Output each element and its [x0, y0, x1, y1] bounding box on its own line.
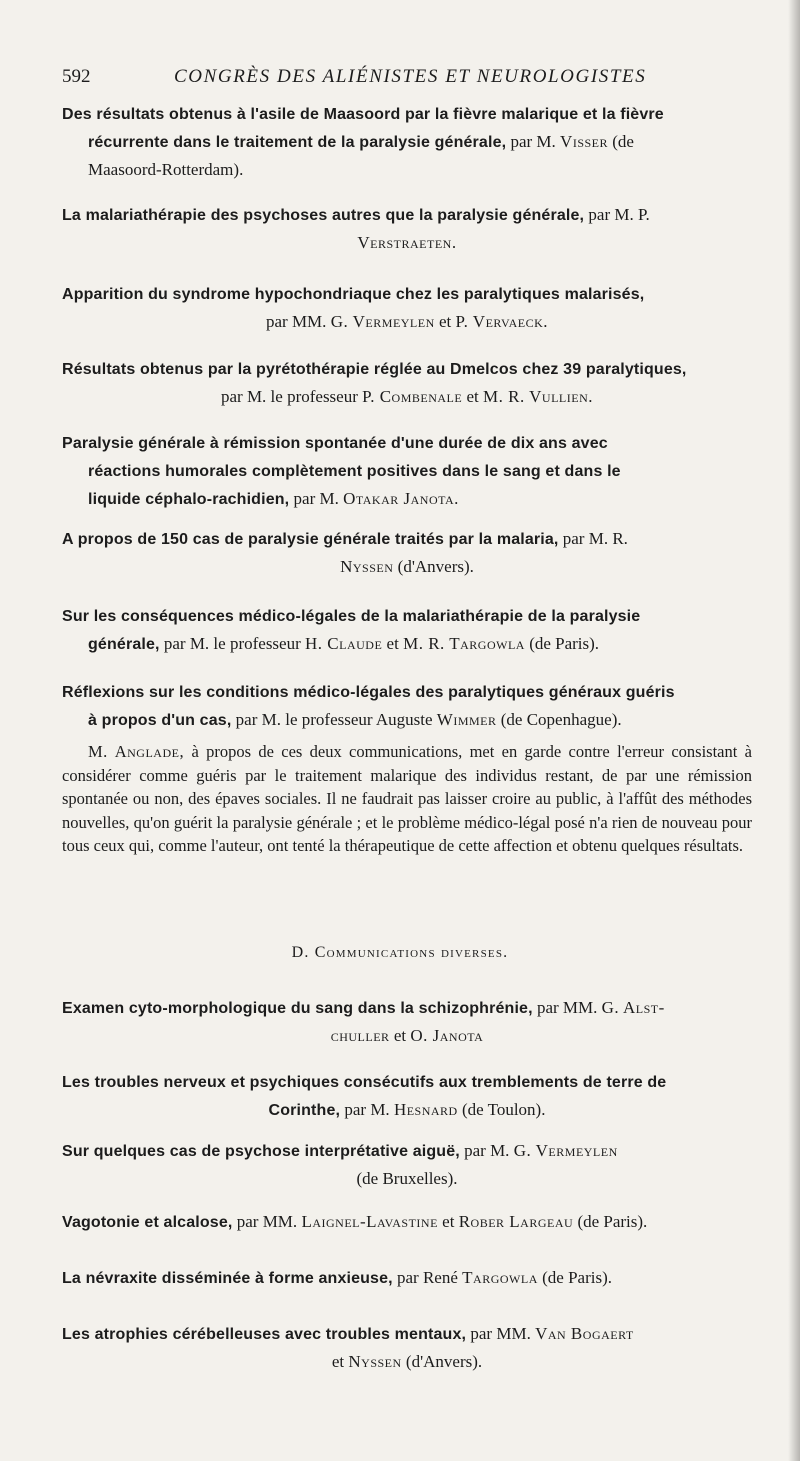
communication-byline: par René	[397, 1268, 458, 1287]
communication-conjunction: et	[331, 1352, 345, 1371]
entry-author: P. Vervaeck.	[455, 312, 548, 331]
entry-title: à propos d'un cas,	[88, 712, 232, 729]
communication-affiliation: (de Bruxelles).	[356, 1169, 458, 1188]
entry-author: Visser	[560, 132, 609, 151]
entry-byline: par M. le professeur	[220, 387, 358, 406]
entry-byline: par M.	[293, 489, 339, 508]
entry-title: Réflexions sur les conditions médico-légales des paralytiques généraux guéris	[62, 684, 675, 701]
communication-title: Vagotonie et alcalose,	[62, 1214, 233, 1231]
entry-title: Résultats obtenus par la pyrétothérapie réglée au Dmelcos chez 39 paralytiques,	[62, 361, 687, 378]
discussion-paragraph	[62, 740, 752, 858]
communication-entry	[62, 1137, 752, 1192]
entry-conjunction: et	[386, 634, 399, 653]
entry-author: Verstraeten.	[357, 233, 457, 252]
entry-author: G. Vermeylen	[330, 312, 435, 331]
communication-author: Van Bogaert	[535, 1324, 634, 1343]
communication-affiliation: (d'Anvers).	[405, 1352, 483, 1371]
entry-affiliation: (de Paris).	[529, 634, 600, 653]
communication-byline: par M.	[344, 1100, 390, 1119]
entry-author: Wimmer	[436, 710, 497, 729]
entry-affiliation: (de Copenhague).	[500, 710, 622, 729]
entry-author: M. R. Targowla	[403, 634, 525, 653]
communication-author: Nyssen	[348, 1352, 402, 1371]
page-number: 592	[62, 66, 91, 87]
abstract-entry	[62, 525, 752, 580]
entry-title: Des résultats obtenus à l'asile de Maasoord par la fièvre malarique et la fièvre	[62, 106, 664, 123]
entry-title: Paralysie générale à rémission spontanée d'une durée de dix ans avec	[62, 435, 608, 452]
communication-author: Targowla	[462, 1268, 538, 1287]
communication-author: Rober Largeau	[458, 1212, 574, 1231]
running-title: CONGRÈS DES ALIÉNISTES ET NEUROLOGISTES	[174, 66, 647, 87]
entry-conjunction: et	[466, 387, 479, 406]
entry-title: liquide céphalo-rachidien,	[88, 491, 290, 508]
entry-byline: par M. le professeur Auguste	[235, 710, 433, 729]
entry-byline: par M. P.	[588, 205, 650, 224]
abstract-entry	[62, 602, 752, 658]
entry-title: La malariathérapie des psychoses autres que la paralysie générale,	[62, 207, 585, 224]
entry-author: Nyssen	[340, 557, 394, 576]
communication-conjunction: et	[442, 1212, 455, 1231]
entry-byline: par M. R.	[562, 529, 628, 548]
communication-entry	[62, 1208, 752, 1236]
entry-affiliation: Maasoord-Rotterdam).	[88, 160, 244, 179]
entry-byline: par M. le professeur	[163, 634, 301, 653]
communication-title: Les troubles nerveux et psychiques consécutifs aux tremblements de terre de	[62, 1074, 667, 1091]
communication-entry	[62, 1320, 752, 1375]
entry-author: Otakar Janota.	[343, 489, 459, 508]
communication-conjunction: et	[393, 1026, 407, 1045]
entry-byline: par MM.	[265, 312, 327, 331]
communication-byline: par MM.	[470, 1324, 531, 1343]
abstract-entry	[62, 355, 752, 410]
abstract-entry	[62, 201, 752, 256]
communication-title: Sur quelques cas de psychose interprétative aiguë,	[62, 1143, 460, 1160]
entry-conjunction: et	[439, 312, 452, 331]
entry-affiliation: (de	[612, 132, 634, 151]
entry-author: P. Combenale	[362, 387, 463, 406]
communication-title: Les atrophies cérébelleuses avec troubles mentaux,	[62, 1326, 467, 1343]
entry-author: M. R. Vullien.	[483, 387, 593, 406]
communication-entry	[62, 1068, 752, 1124]
communication-affiliation: (de Toulon).	[461, 1100, 546, 1119]
communication-affiliation: (de Paris).	[542, 1268, 612, 1287]
communication-entry	[62, 994, 752, 1049]
abstract-entry	[62, 280, 752, 335]
communication-entry	[62, 1264, 752, 1292]
page-header	[62, 66, 742, 92]
communication-author: G. Vermeylen	[513, 1141, 618, 1160]
discussion-speaker: M. Anglade,	[88, 742, 185, 761]
communication-author: chuller	[330, 1026, 390, 1045]
communication-author: G. Alst-	[601, 998, 665, 1017]
communication-author: Hesnard	[393, 1100, 458, 1119]
entry-author: H. Claude	[305, 634, 383, 653]
communication-author: O. Janota	[410, 1026, 484, 1045]
communication-byline: par MM.	[236, 1212, 298, 1231]
entry-title: Apparition du syndrome hypochondriaque chez les paralytiques malarisés,	[62, 286, 645, 303]
communication-affiliation: (de Paris).	[577, 1212, 648, 1231]
abstract-entry	[62, 429, 752, 513]
entry-title: réactions humorales complètement positives dans le sang et dans le	[88, 463, 621, 480]
entry-title: A propos de 150 cas de paralysie générale traités par la malaria,	[62, 531, 559, 548]
communication-byline: par MM.	[536, 998, 598, 1017]
communication-title: Examen cyto-morphologique du sang dans la schizophrénie,	[62, 1000, 533, 1017]
communication-byline: par M.	[464, 1141, 510, 1160]
abstract-entry	[62, 678, 752, 734]
entry-title: Sur les conséquences médico-légales de la malariathérapie de la paralysie	[62, 608, 641, 625]
communication-title: Corinthe,	[268, 1102, 341, 1119]
entry-title: récurrente dans le traitement de la paralysie générale,	[88, 134, 507, 151]
discussion-text: à propos de ces deux communications, met en garde contre l'erreur consistant à considérer comme guéris par le traitement malarique des individus restant, de par une rémission spontanée ou non, des épaves sociales. Il ne faudrait pas laisser croire au public, à l'affût des méthodes nouvelles, qu'on guérit la paralysie générale ; et le problème médico-légal posé n'a rien de nouveau pour tous ceux qui, comme l'auteur, ont tenté la thérapeutique de cette affection et obtenu quelques résultats.	[62, 742, 752, 855]
communication-author: Laignel-Lavastine	[301, 1212, 438, 1231]
entry-byline: par M.	[510, 132, 556, 151]
section-heading: D. Communications diverses.	[291, 944, 509, 961]
entry-title: générale,	[88, 636, 160, 653]
abstract-entry	[62, 100, 752, 183]
communication-title: La névraxite disséminée à forme anxieuse,	[62, 1270, 393, 1287]
scan-page-edge	[788, 0, 800, 1461]
entry-affiliation: (d'Anvers).	[397, 557, 474, 576]
